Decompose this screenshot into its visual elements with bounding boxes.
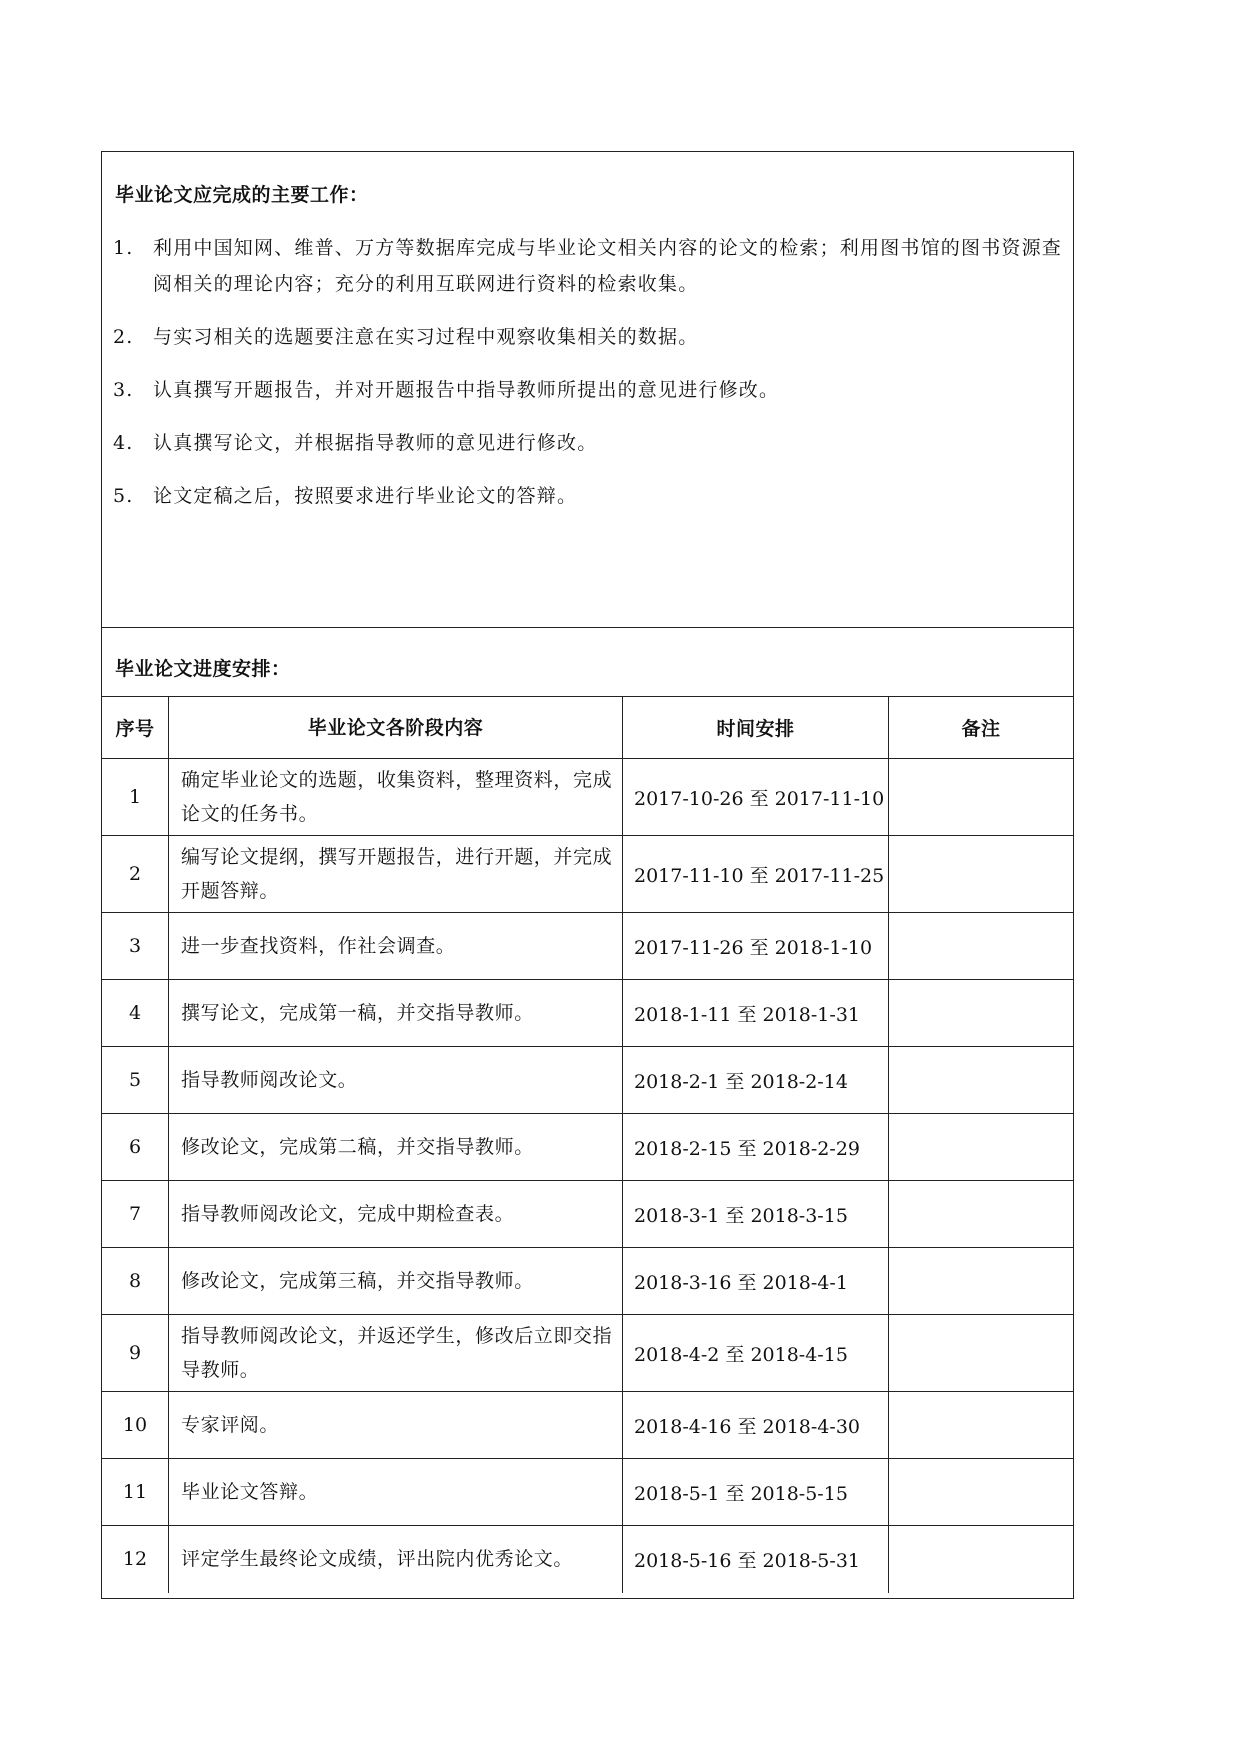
work-item [113,425,1063,461]
row-note [889,1248,1074,1315]
row-no: 4 [102,980,169,1047]
schedule-table [102,696,1073,1593]
row-note [889,1047,1074,1114]
schedule-heading: 毕业论文进度安排： [115,658,291,680]
row-time: 2018-1-11 至 2018-1-31 [623,980,889,1047]
row-content: 指导教师阅改论文。 [169,1047,623,1114]
work-item-text: 认真撰写开题报告，并对开题报告中指导教师所提出的意见进行修改。 [153,379,780,401]
table-row [102,759,1073,836]
row-no: 12 [102,1526,169,1593]
row-note [889,1114,1074,1181]
row-no: 8 [102,1248,169,1315]
row-time: 2017-10-26 至 2017-11-10 [623,759,889,836]
table-row [102,1526,1073,1593]
row-note [889,1392,1074,1459]
row-content: 专家评阅。 [169,1392,623,1459]
row-no: 10 [102,1392,169,1459]
row-time: 2018-5-1 至 2018-5-15 [623,1459,889,1526]
row-note [889,1315,1074,1392]
row-content: 进一步查找资料，作社会调查。 [169,913,623,980]
work-item-text: 利用中国知网、维普、万方等数据库完成与毕业论文相关内容的论文的检索；利用图书馆的图书资源查阅相关的理论内容；充分的利用互联网进行资料的检索收集。 [153,237,1063,295]
work-item [113,319,1063,355]
work-item-number: 2. [113,326,134,348]
row-time: 2018-2-1 至 2018-2-14 [623,1047,889,1114]
work-item-number: 1. [113,237,134,259]
table-row [102,1392,1073,1459]
row-note [889,913,1074,980]
table-row [102,913,1073,980]
work-item [113,478,1063,514]
work-item-number: 4. [113,432,134,454]
header-content: 毕业论文各阶段内容 [169,697,623,759]
row-no: 6 [102,1114,169,1181]
table-row [102,1181,1073,1248]
header-note: 备注 [889,697,1074,759]
work-item-text: 论文定稿之后，按照要求进行毕业论文的答辩。 [153,485,578,507]
row-no: 3 [102,913,169,980]
row-note [889,1181,1074,1248]
work-item-number: 3. [113,379,134,401]
row-content: 修改论文，完成第二稿，并交指导教师。 [169,1114,623,1181]
row-time: 2018-4-16 至 2018-4-30 [623,1392,889,1459]
main-work-heading: 毕业论文应完成的主要工作： [115,184,369,206]
row-time: 2018-3-1 至 2018-3-15 [623,1181,889,1248]
row-note [889,1459,1074,1526]
row-note [889,980,1074,1047]
row-note [889,759,1074,836]
table-header-row [102,697,1073,759]
row-time: 2017-11-26 至 2018-1-10 [623,913,889,980]
work-item [113,372,1063,408]
work-item [113,230,1063,302]
work-item-text: 认真撰写论文，并根据指导教师的意见进行修改。 [153,432,598,454]
row-content: 指导教师阅改论文，完成中期检查表。 [169,1181,623,1248]
table-row [102,1315,1073,1392]
row-time: 2018-3-16 至 2018-4-1 [623,1248,889,1315]
table-row [102,980,1073,1047]
row-time: 2018-5-16 至 2018-5-31 [623,1526,889,1593]
row-content: 毕业论文答辩。 [169,1459,623,1526]
row-time: 2017-11-10 至 2017-11-25 [623,836,889,913]
row-no: 2 [102,836,169,913]
row-note [889,1526,1074,1593]
row-note [889,836,1074,913]
row-no: 9 [102,1315,169,1392]
form-frame [101,151,1074,1599]
row-time: 2018-4-2 至 2018-4-15 [623,1315,889,1392]
row-content: 编写论文提纲，撰写开题报告，进行开题，并完成开题答辩。 [169,836,623,913]
table-row [102,836,1073,913]
row-no: 5 [102,1047,169,1114]
table-row [102,1047,1073,1114]
header-time: 时间安排 [623,697,889,759]
main-work-section [102,152,1073,628]
row-content: 确定毕业论文的选题，收集资料，整理资料，完成论文的任务书。 [169,759,623,836]
row-content: 修改论文，完成第三稿，并交指导教师。 [169,1248,623,1315]
table-row [102,1459,1073,1526]
header-no: 序号 [102,697,169,759]
row-content: 指导教师阅改论文，并返还学生，修改后立即交指导教师。 [169,1315,623,1392]
work-item-number: 5. [113,485,134,507]
row-no: 1 [102,759,169,836]
row-no: 7 [102,1181,169,1248]
row-time: 2018-2-15 至 2018-2-29 [623,1114,889,1181]
row-content: 评定学生最终论文成绩，评出院内优秀论文。 [169,1526,623,1593]
table-row [102,1248,1073,1315]
row-no: 11 [102,1459,169,1526]
row-content: 撰写论文，完成第一稿，并交指导教师。 [169,980,623,1047]
work-item-text: 与实习相关的选题要注意在实习过程中观察收集相关的数据。 [153,326,699,348]
main-work-list [113,230,1063,531]
table-row [102,1114,1073,1181]
